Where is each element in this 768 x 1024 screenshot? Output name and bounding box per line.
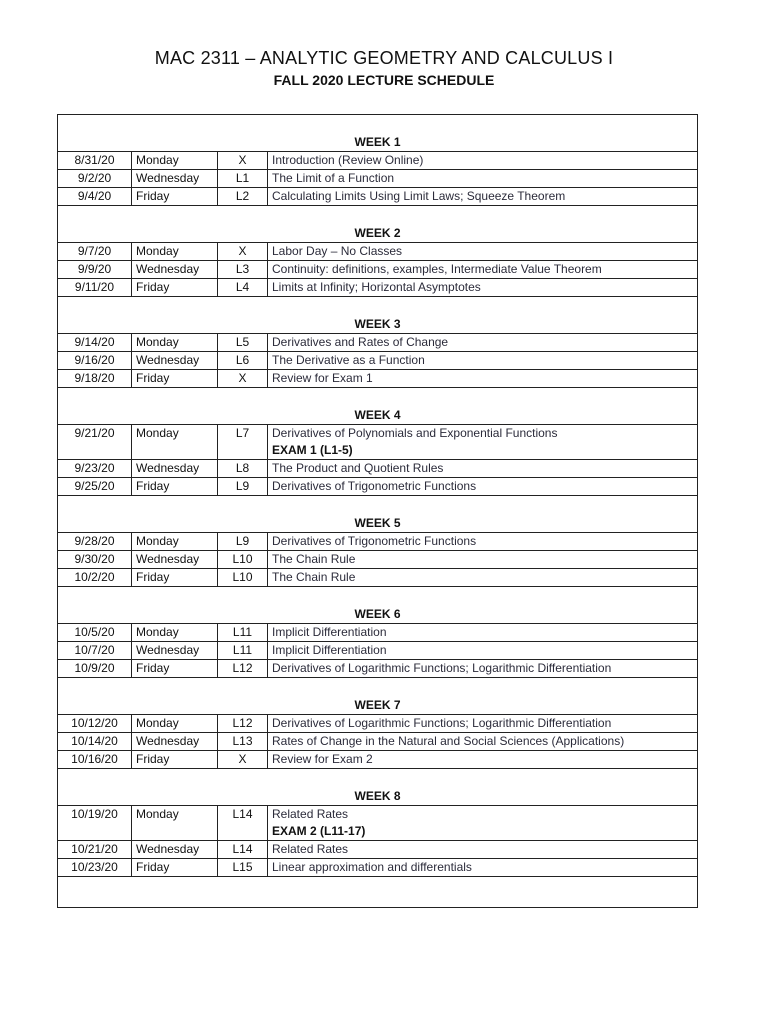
week-label: WEEK 4 xyxy=(58,388,698,425)
week-header-row xyxy=(58,769,698,806)
lecture-code: L11 xyxy=(218,624,268,642)
lecture-topic: Introduction (Review Online) xyxy=(272,153,424,167)
lecture-topic: Limits at Infinity; Horizontal Asymptotes xyxy=(272,280,481,294)
table-row xyxy=(58,279,698,297)
lecture-date: 10/7/20 xyxy=(58,642,132,660)
lecture-day: Monday xyxy=(132,243,218,261)
lecture-day: Friday xyxy=(132,279,218,297)
lecture-topic-cell xyxy=(268,279,698,297)
lecture-day: Friday xyxy=(132,751,218,769)
lecture-topic-cell xyxy=(268,243,698,261)
table-row xyxy=(58,243,698,261)
lecture-topic-cell xyxy=(268,660,698,678)
lecture-day: Friday xyxy=(132,188,218,206)
lecture-day: Friday xyxy=(132,569,218,587)
lecture-date: 9/18/20 xyxy=(58,370,132,388)
lecture-date: 9/30/20 xyxy=(58,551,132,569)
week-label: WEEK 1 xyxy=(58,115,698,152)
lecture-code: L14 xyxy=(218,806,268,841)
lecture-topic-cell xyxy=(268,478,698,496)
lecture-day: Wednesday xyxy=(132,642,218,660)
table-row xyxy=(58,188,698,206)
page-title: MAC 2311 – ANALYTIC GEOMETRY AND CALCULUS I xyxy=(154,48,614,68)
week-header-row xyxy=(58,115,698,152)
lecture-day: Wednesday xyxy=(132,261,218,279)
week-header-row xyxy=(58,388,698,425)
lecture-topic-cell xyxy=(268,715,698,733)
lecture-date: 10/23/20 xyxy=(58,859,132,877)
lecture-code: X xyxy=(218,152,268,170)
lecture-topic-cell xyxy=(268,460,698,478)
lecture-code: L15 xyxy=(218,859,268,877)
table-row xyxy=(58,170,698,188)
lecture-code: L9 xyxy=(218,533,268,551)
lecture-topic: Derivatives of Logarithmic Functions; Logarithmic Differentiation xyxy=(272,661,612,675)
lecture-date: 9/9/20 xyxy=(58,261,132,279)
table-row xyxy=(58,261,698,279)
blank-row xyxy=(58,877,698,908)
lecture-topic: Related Rates xyxy=(272,842,349,856)
table-row xyxy=(58,660,698,678)
lecture-topic-cell xyxy=(268,170,698,188)
week-header-row xyxy=(58,496,698,533)
lecture-topic: Derivatives of Polynomials and Exponential Functions xyxy=(272,426,558,440)
lecture-topic-cell xyxy=(268,551,698,569)
schedule-body xyxy=(58,115,698,908)
table-row xyxy=(58,569,698,587)
lecture-date: 10/16/20 xyxy=(58,751,132,769)
lecture-date: 9/2/20 xyxy=(58,170,132,188)
week-header-row xyxy=(58,678,698,715)
exam-label: EXAM 2 (L11-17) xyxy=(272,824,366,838)
table-row xyxy=(58,370,698,388)
lecture-topic-cell xyxy=(268,533,698,551)
table-row xyxy=(58,733,698,751)
lecture-date: 8/31/20 xyxy=(58,152,132,170)
lecture-code: X xyxy=(218,243,268,261)
lecture-topic: Derivatives of Logarithmic Functions; Logarithmic Differentiation xyxy=(272,716,612,730)
lecture-topic-cell xyxy=(268,751,698,769)
table-row xyxy=(58,152,698,170)
week-header-row xyxy=(58,206,698,243)
lecture-date: 9/16/20 xyxy=(58,352,132,370)
week-label: WEEK 8 xyxy=(58,769,698,806)
lecture-day: Wednesday xyxy=(132,352,218,370)
lecture-code: L3 xyxy=(218,261,268,279)
lecture-topic: Review for Exam 1 xyxy=(272,371,373,385)
table-row xyxy=(58,334,698,352)
table-row xyxy=(58,352,698,370)
blank-cell xyxy=(58,877,698,908)
lecture-topic: The Derivative as a Function xyxy=(272,353,425,367)
week-header-row xyxy=(58,587,698,624)
lecture-topic: Continuity: definitions, examples, Intermediate Value Theorem xyxy=(272,262,602,276)
lecture-code: L8 xyxy=(218,460,268,478)
lecture-topic: Review for Exam 2 xyxy=(272,752,373,766)
lecture-topic-cell xyxy=(268,806,698,841)
lecture-topic-cell xyxy=(268,841,698,859)
lecture-code: L11 xyxy=(218,642,268,660)
lecture-day: Friday xyxy=(132,859,218,877)
lecture-topic-cell xyxy=(268,352,698,370)
lecture-code: L1 xyxy=(218,170,268,188)
table-row xyxy=(58,624,698,642)
lecture-topic-cell xyxy=(268,370,698,388)
lecture-code: L10 xyxy=(218,551,268,569)
lecture-code: L4 xyxy=(218,279,268,297)
lecture-topic-cell xyxy=(268,733,698,751)
lecture-date: 9/14/20 xyxy=(58,334,132,352)
lecture-date: 10/14/20 xyxy=(58,733,132,751)
lecture-date: 9/23/20 xyxy=(58,460,132,478)
lecture-date: 10/12/20 xyxy=(58,715,132,733)
lecture-code: L2 xyxy=(218,188,268,206)
week-label: WEEK 2 xyxy=(58,206,698,243)
table-row xyxy=(58,551,698,569)
lecture-topic-cell xyxy=(268,152,698,170)
lecture-day: Wednesday xyxy=(132,733,218,751)
lecture-topic: The Product and Quotient Rules xyxy=(272,461,444,475)
table-row xyxy=(58,715,698,733)
table-row xyxy=(58,460,698,478)
lecture-day: Monday xyxy=(132,806,218,841)
lecture-code: L14 xyxy=(218,841,268,859)
table-row xyxy=(58,806,698,841)
table-row xyxy=(58,859,698,877)
lecture-topic: The Limit of a Function xyxy=(272,171,395,185)
table-row xyxy=(58,425,698,460)
lecture-date: 10/21/20 xyxy=(58,841,132,859)
lecture-code: L13 xyxy=(218,733,268,751)
table-row xyxy=(58,751,698,769)
lecture-topic-cell xyxy=(268,624,698,642)
lecture-date: 10/9/20 xyxy=(58,660,132,678)
lecture-code: L5 xyxy=(218,334,268,352)
lecture-topic-cell xyxy=(268,188,698,206)
lecture-topic: The Chain Rule xyxy=(272,552,356,566)
lecture-code: L6 xyxy=(218,352,268,370)
lecture-topic-cell xyxy=(268,859,698,877)
lecture-topic-cell xyxy=(268,642,698,660)
lecture-schedule-table xyxy=(57,114,698,908)
lecture-date: 9/21/20 xyxy=(58,425,132,460)
lecture-date: 9/11/20 xyxy=(58,279,132,297)
lecture-day: Monday xyxy=(132,425,218,460)
week-label: WEEK 3 xyxy=(58,297,698,334)
table-row xyxy=(58,533,698,551)
lecture-topic: The Chain Rule xyxy=(272,570,356,584)
week-label: WEEK 6 xyxy=(58,587,698,624)
week-label: WEEK 7 xyxy=(58,678,698,715)
lecture-date: 9/25/20 xyxy=(58,478,132,496)
lecture-day: Friday xyxy=(132,370,218,388)
lecture-date: 9/7/20 xyxy=(58,243,132,261)
lecture-code: X xyxy=(218,370,268,388)
table-row xyxy=(58,478,698,496)
lecture-topic: Related Rates xyxy=(272,807,349,821)
lecture-day: Monday xyxy=(132,334,218,352)
lecture-date: 10/19/20 xyxy=(58,806,132,841)
lecture-topic-cell xyxy=(268,425,698,460)
lecture-day: Friday xyxy=(132,478,218,496)
lecture-day: Wednesday xyxy=(132,170,218,188)
week-label: WEEK 5 xyxy=(58,496,698,533)
lecture-code: L10 xyxy=(218,569,268,587)
lecture-day: Wednesday xyxy=(132,841,218,859)
lecture-topic-cell xyxy=(268,569,698,587)
exam-label: EXAM 1 (L1-5) xyxy=(272,443,353,457)
lecture-code: L12 xyxy=(218,660,268,678)
lecture-day: Wednesday xyxy=(132,460,218,478)
lecture-topic-cell xyxy=(268,261,698,279)
lecture-code: X xyxy=(218,751,268,769)
lecture-day: Monday xyxy=(132,152,218,170)
lecture-code: L7 xyxy=(218,425,268,460)
lecture-code: L9 xyxy=(218,478,268,496)
lecture-topic: Linear approximation and differentials xyxy=(272,860,472,874)
page-subtitle: FALL 2020 LECTURE SCHEDULE xyxy=(273,72,495,88)
table-row xyxy=(58,642,698,660)
lecture-day: Monday xyxy=(132,715,218,733)
lecture-topic: Implicit Differentiation xyxy=(272,625,387,639)
lecture-day: Monday xyxy=(132,624,218,642)
lecture-topic: Derivatives of Trigonometric Functions xyxy=(272,534,477,548)
lecture-date: 9/4/20 xyxy=(58,188,132,206)
lecture-day: Wednesday xyxy=(132,551,218,569)
lecture-date: 10/5/20 xyxy=(58,624,132,642)
lecture-topic: Labor Day – No Classes xyxy=(272,244,403,258)
lecture-day: Monday xyxy=(132,533,218,551)
table-row xyxy=(58,841,698,859)
lecture-day: Friday xyxy=(132,660,218,678)
lecture-topic: Derivatives of Trigonometric Functions xyxy=(272,479,477,493)
lecture-topic: Calculating Limits Using Limit Laws; Squeeze Theorem xyxy=(272,189,566,203)
lecture-date: 9/28/20 xyxy=(58,533,132,551)
lecture-topic-cell xyxy=(268,334,698,352)
week-header-row xyxy=(58,297,698,334)
lecture-date: 10/2/20 xyxy=(58,569,132,587)
lecture-topic: Implicit Differentiation xyxy=(272,643,387,657)
lecture-topic: Derivatives and Rates of Change xyxy=(272,335,449,349)
lecture-topic: Rates of Change in the Natural and Social Sciences (Applications) xyxy=(272,734,625,748)
lecture-code: L12 xyxy=(218,715,268,733)
